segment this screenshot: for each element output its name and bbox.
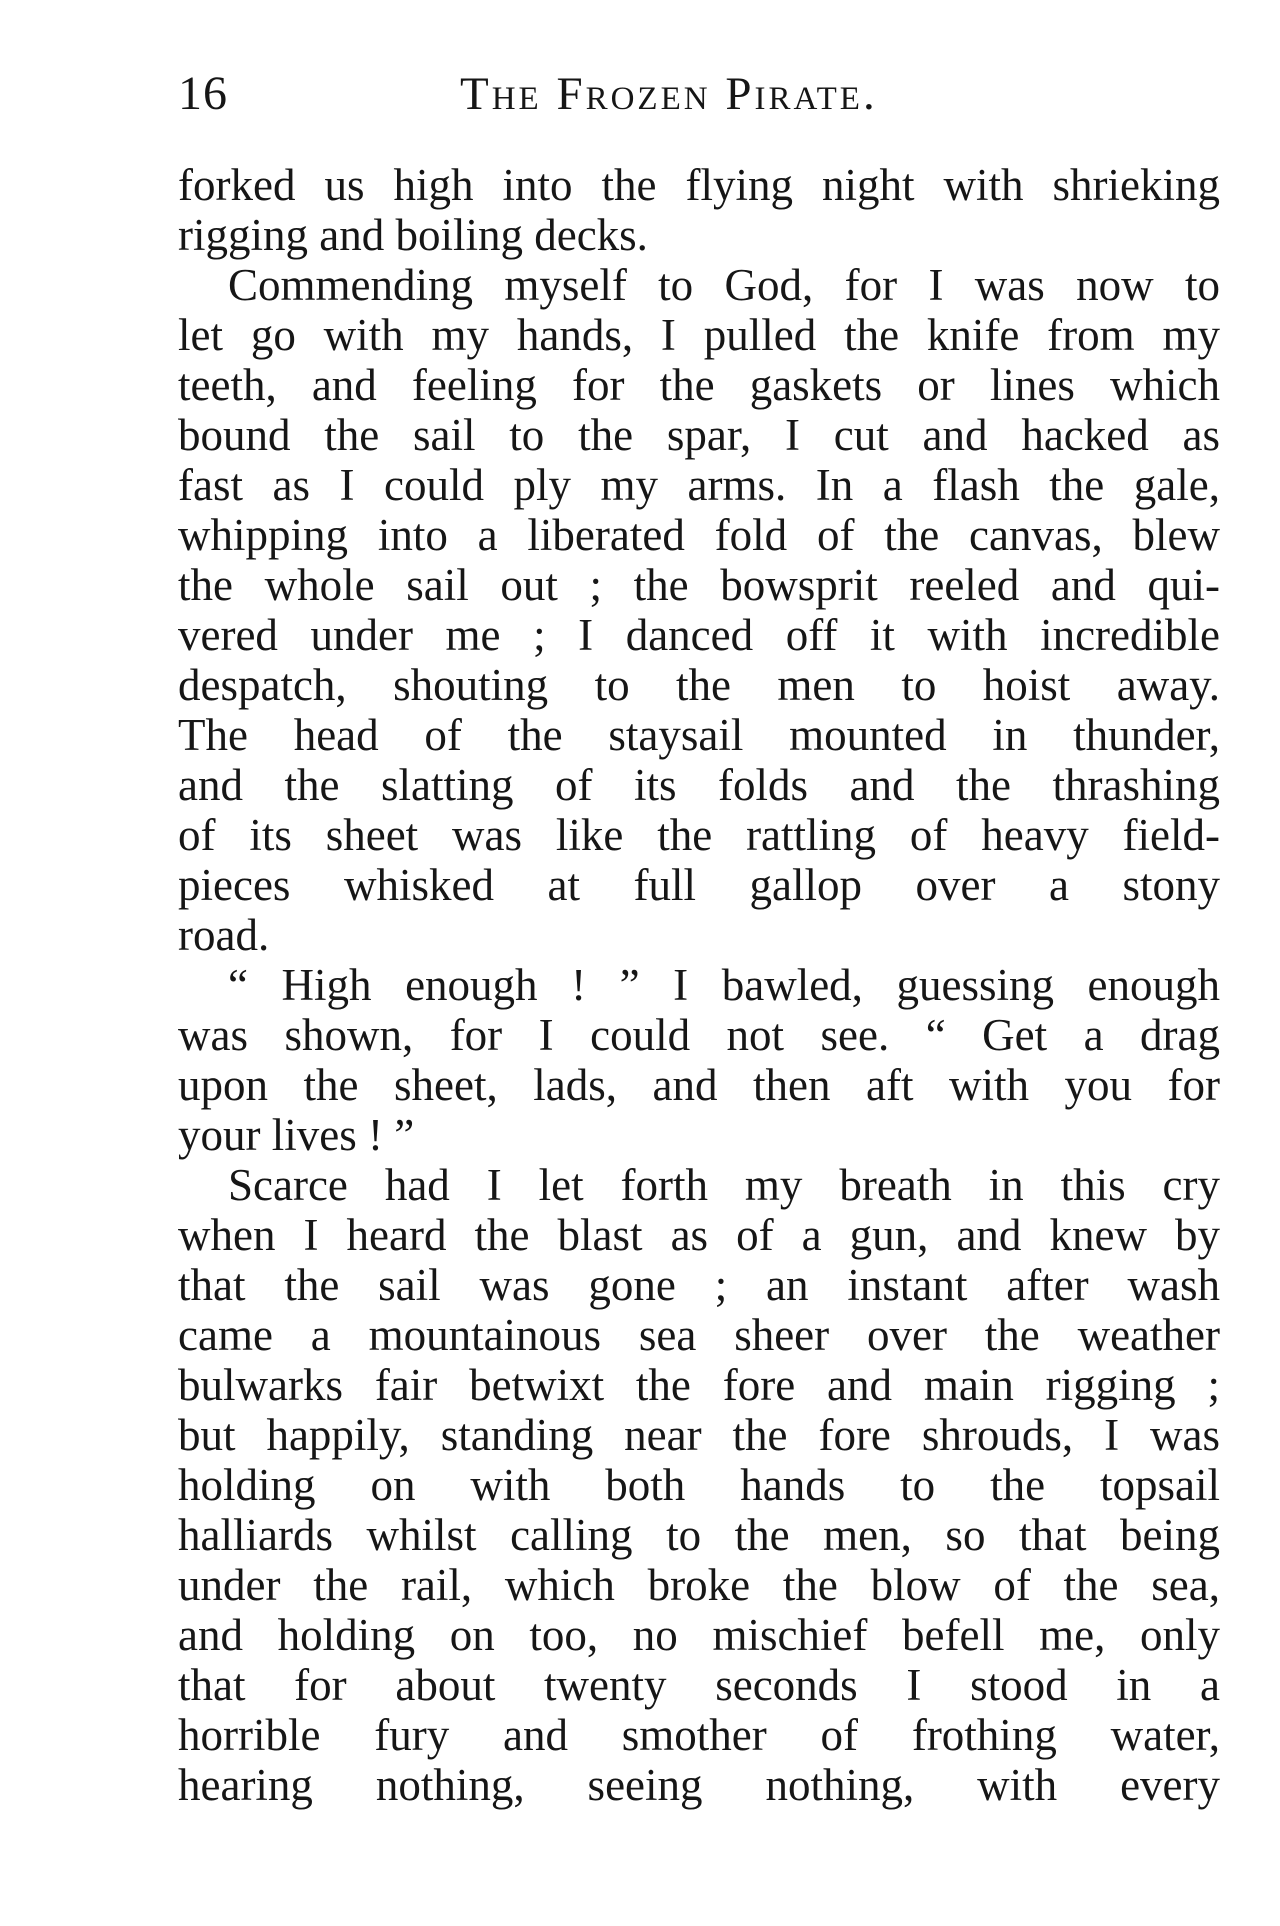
text-line: Scarce had I let forth my breath in this cry [228, 1160, 1220, 1210]
text-line: let go with my hands, I pulled the knife from my [178, 310, 1220, 360]
text-line: came a mountainous sea sheer over the weather [178, 1310, 1220, 1360]
text-line: and holding on too, no mischief befell me, only [178, 1610, 1220, 1660]
text-line: holding on with both hands to the topsail [178, 1460, 1220, 1510]
text-line: that for about twenty seconds I stood in a [178, 1660, 1220, 1710]
text-line: forked us high into the flying night with shrieking [178, 160, 1220, 210]
text-line: vered under me ; I danced off it with incredible [178, 610, 1220, 660]
text-line: road. [178, 910, 270, 960]
text-line: when I heard the blast as of a gun, and knew by [178, 1210, 1220, 1260]
text-line: was shown, for I could not see. “ Get a drag [178, 1010, 1220, 1060]
book-title: The Frozen Pirate. [460, 68, 878, 120]
text-line: “ High enough ! ” I bawled, guessing enough [228, 960, 1220, 1010]
page-number: 16 [178, 67, 228, 120]
text-line: rigging and boiling decks. [178, 210, 648, 260]
text-line: bound the sail to the spar, I cut and hacked as [178, 410, 1220, 460]
text-line: of its sheet was like the rattling of heavy field- [178, 810, 1220, 860]
text-line: and the slatting of its folds and the thrashing [178, 760, 1220, 810]
text-line: halliards whilst calling to the men, so that being [178, 1510, 1220, 1560]
text-line: your lives ! ” [178, 1110, 415, 1160]
body-text [178, 160, 1220, 1810]
text-line: whipping into a liberated fold of the canvas, blew [178, 510, 1220, 560]
text-line: but happily, standing near the fore shrouds, I was [178, 1410, 1220, 1460]
text-line: The head of the staysail mounted in thunder, [178, 710, 1220, 760]
text-line: fast as I could ply my arms. In a flash the gale, [178, 460, 1220, 510]
text-line: upon the sheet, lads, and then aft with you for [178, 1060, 1220, 1110]
text-line: despatch, shouting to the men to hoist away. [178, 660, 1220, 710]
text-line: that the sail was gone ; an instant after wash [178, 1260, 1220, 1310]
text-line: bulwarks fair betwixt the fore and main rigging ; [178, 1360, 1220, 1410]
text-line: teeth, and feeling for the gaskets or lines which [178, 360, 1220, 410]
text-line: Commending myself to God, for I was now to [228, 260, 1220, 310]
text-line: pieces whisked at full gallop over a stony [178, 860, 1220, 910]
text-line: hearing nothing, seeing nothing, with every [178, 1760, 1220, 1810]
text-line: under the rail, which broke the blow of the sea, [178, 1560, 1220, 1610]
text-line: the whole sail out ; the bowsprit reeled and qui- [178, 560, 1220, 610]
text-line: horrible fury and smother of frothing water, [178, 1710, 1220, 1760]
running-head [178, 62, 1220, 126]
